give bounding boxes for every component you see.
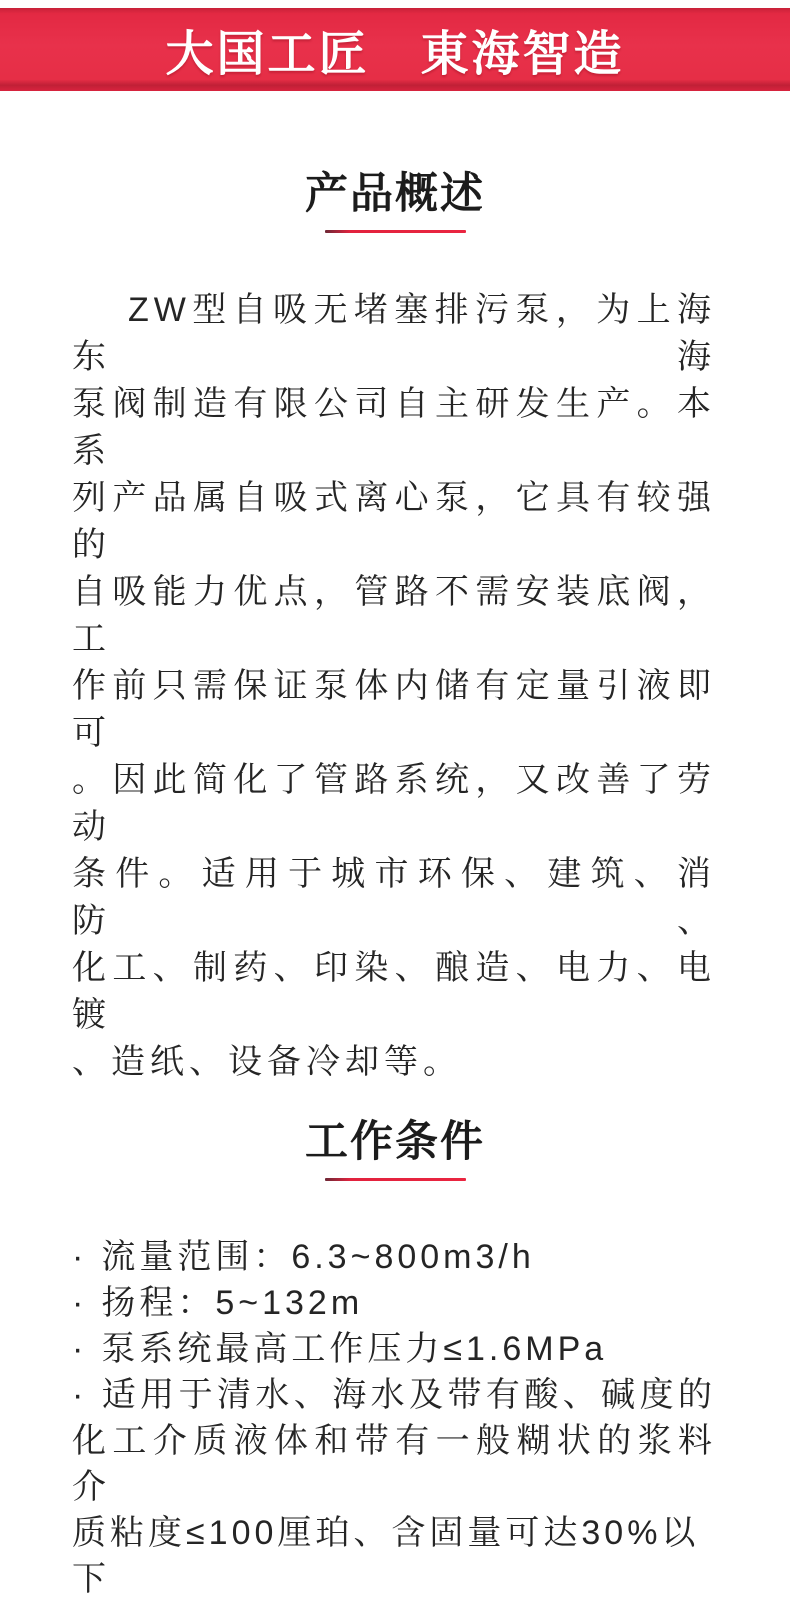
paragraph-line: 作前只需保证泵体内储有定量引液即可: [72, 667, 716, 752]
paragraph-line: 条件。适用于城市环保、建筑、消防、: [72, 855, 716, 940]
overview-title: 产品概述: [305, 170, 485, 218]
condition-text: 扬程：5~132m: [101, 1284, 364, 1322]
section-overview: [0, 170, 790, 1086]
condition-text: 适用于清水、海水及带有酸、碱度的: [101, 1376, 716, 1414]
condition-text-line: 化工介质液体和带有一般糊状的浆料介: [72, 1422, 716, 1506]
paragraph-line: 自吸能力优点，管路不需安装底阀，工: [72, 573, 716, 658]
condition-item: [72, 1326, 716, 1372]
condition-text-line: [72, 1372, 716, 1418]
overview-paragraph: [72, 287, 716, 1086]
banner: [0, 8, 790, 91]
condition-item: [72, 1280, 716, 1326]
paragraph-line: 、造纸、设备冷却等。: [72, 1043, 462, 1081]
conditions-title-underline: [325, 1178, 466, 1181]
paragraph-line: 。因此简化了管路系统，又改善了劳动: [72, 761, 716, 846]
page: [0, 8, 790, 1598]
condition-text: 泵系统最高工作压力≤1.6MPa: [101, 1330, 608, 1368]
paragraph-line: 列产品属自吸式离心泵，它具有较强的: [72, 479, 716, 564]
condition-item: [72, 1372, 716, 1602]
banner-title: 大国工匠 東海智造: [165, 28, 625, 81]
paragraph-line: 泵阀制造有限公司自主研发生产。本系: [72, 385, 716, 470]
overview-title-underline: [325, 230, 466, 233]
bullet-dot-icon: ·: [72, 1330, 88, 1368]
bullet-dot-icon: ·: [72, 1376, 88, 1414]
condition-text-line: 质粘度≤100厘珀、含固量可达30%以下: [72, 1514, 700, 1598]
paragraph-line: 化工、制药、印染、酿造、电力、电镀: [72, 949, 716, 1034]
section-conditions: [0, 1118, 790, 1602]
condition-text: 流量范围：6.3~800m3/h: [101, 1238, 535, 1276]
bullet-dot-icon: ·: [72, 1238, 88, 1276]
paragraph-line: ZW型自吸无堵塞排污泵，为上海东海: [72, 291, 716, 376]
condition-item: [72, 1234, 716, 1280]
conditions-list: [72, 1234, 716, 1602]
bullet-dot-icon: ·: [72, 1284, 88, 1322]
conditions-title: 工作条件: [305, 1118, 485, 1166]
